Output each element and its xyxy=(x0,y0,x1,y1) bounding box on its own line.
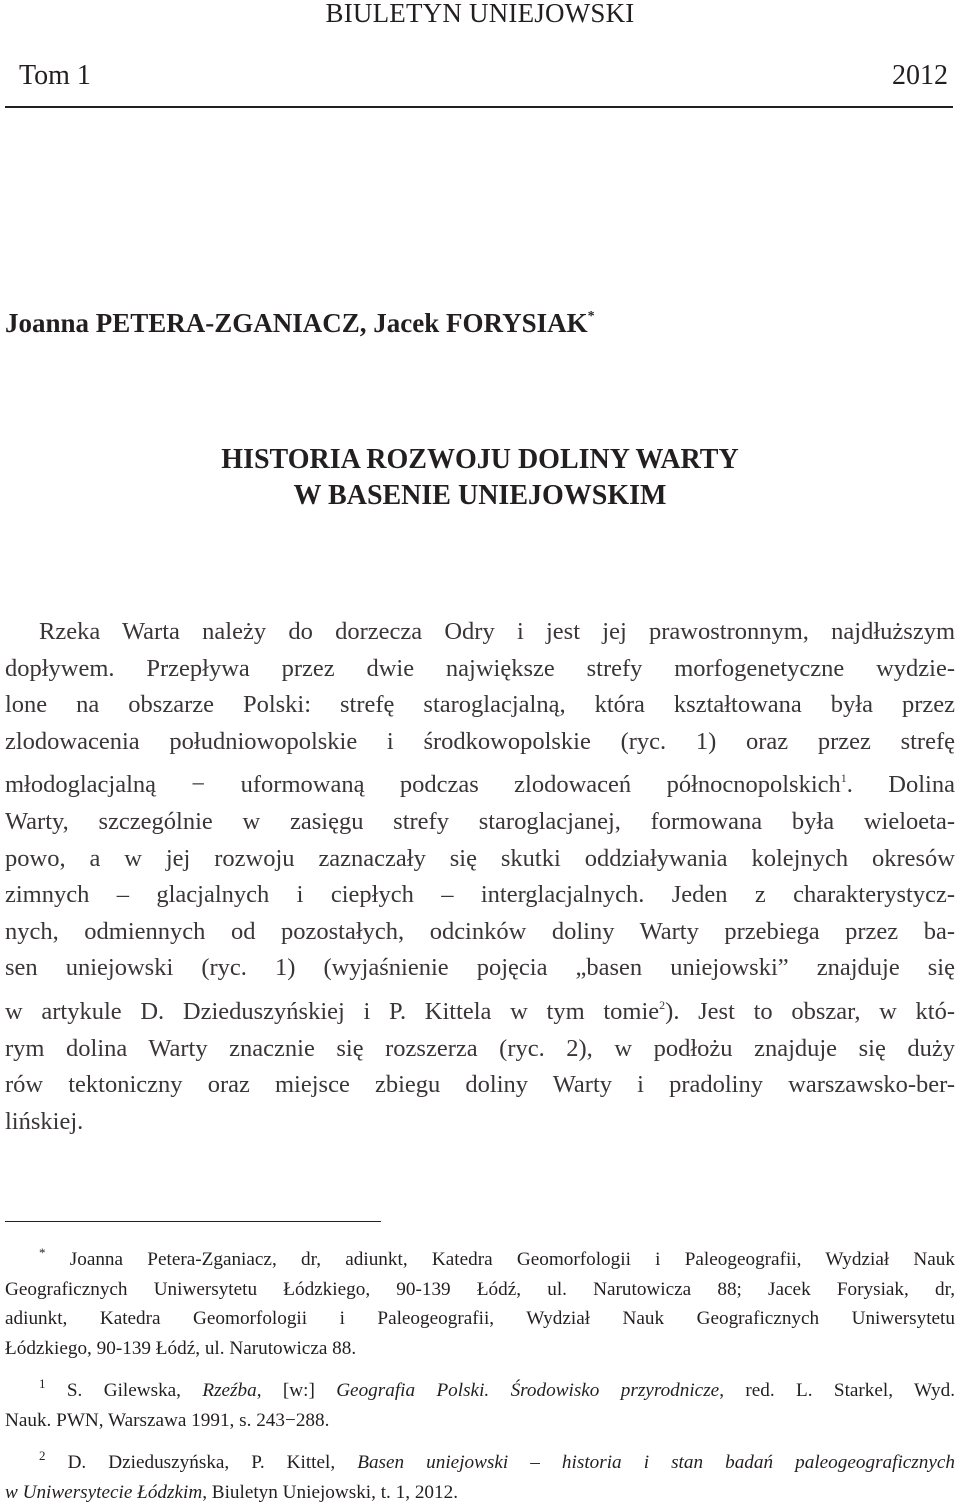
footnote-1 xyxy=(5,1369,955,1435)
article-title xyxy=(0,442,960,514)
body-text-segment: . Dolina xyxy=(847,771,955,798)
footnote-line: Geograficznych Uniwersytetu Łódzkiego, 90-139 Łódź, ul. Narutowicza 88; Jacek Forysiak, dr, xyxy=(5,1275,955,1305)
body-line: lińskiej. xyxy=(5,1104,955,1141)
body-line: dopływem. Przepływa przez dwie największe strefy morfogenetyczne wydzie- xyxy=(5,651,955,688)
footnote-mark: 1 xyxy=(39,1376,46,1391)
body-line: Warty, szczególnie w zasięgu strefy staroglacjanej, formowana była wieloeta- xyxy=(5,804,955,841)
body-line: lone na obszarze Polski: strefę staroglacjalną, która kształtowana była przez xyxy=(5,687,955,724)
footnotes xyxy=(5,1238,955,1507)
footnote-line: adiunkt, Katedra Geomorfologii i Paleogeografii, Wydział Nauk Geograficznych Uniwersytetu xyxy=(5,1304,955,1334)
footnote-text: , [w:] xyxy=(257,1380,337,1401)
body-line: sen uniejowski (ryc. 1) (wyjaśnienie pojęcia „basen uniejowski” znajduje się xyxy=(5,950,955,987)
body-text-segment: młodoglacjalną − uformowaną podczas zlodowaceń północnopolskich xyxy=(5,771,841,798)
body-line xyxy=(5,760,955,804)
body-line: Rzeka Warta należy do dorzecza Odry i jest jej prawostronnym, najdłuższym xyxy=(5,614,955,651)
body-line: zlodowacenia południowopolskie i środkowopolskie (ryc. 1) oraz przez strefę xyxy=(5,724,955,761)
footnote-italic: w Uniwersytecie Łódzkim xyxy=(5,1482,202,1503)
volume-row xyxy=(5,60,948,100)
authors-text: Joanna PETERA-ZGANIACZ, Jacek FORYSIAK xyxy=(5,308,588,338)
body-line: rów tektoniczny oraz miejsce zbiegu doliny Warty i pradoliny warszawsko-ber- xyxy=(5,1067,955,1104)
footnote-mark: * xyxy=(39,1245,46,1260)
authors-footnote-mark: * xyxy=(588,309,595,324)
footnote-rule xyxy=(5,1221,381,1222)
footnote-line: Łódzkiego, 90-139 Łódź, ul. Narutowicza 88. xyxy=(5,1334,955,1364)
title-line-1: HISTORIA ROZWOJU DOLINY WARTY xyxy=(0,442,960,478)
journal-title: BIULETYN UNIEJOWSKI xyxy=(0,0,960,29)
year-label: 2012 xyxy=(892,60,948,92)
article-authors xyxy=(5,308,595,339)
footnote-line xyxy=(5,1478,955,1507)
header-rule xyxy=(5,106,953,108)
footnote-text: D. Dzieduszyńska, P. Kittel, xyxy=(68,1452,358,1473)
footnote-italic: Rzeźba xyxy=(202,1380,256,1401)
footnote-ref-2: 2 xyxy=(659,998,665,1012)
footnote-author-affiliation xyxy=(5,1238,955,1363)
footnote-italic: Geografia Polski. Środowisko przyrodnicze xyxy=(336,1380,719,1401)
footnote-line: Nauk. PWN, Warszawa 1991, s. 243−288. xyxy=(5,1406,955,1436)
footnote-line xyxy=(5,1238,955,1275)
body-line: powo, a w jej rozwoju zaznaczały się skutki oddziaływania kolejnych okresów xyxy=(5,841,955,878)
body-line: nych, odmiennych od pozostałych, odcinków doliny Warty przebiega przez ba- xyxy=(5,914,955,951)
footnote-text: , red. L. Starkel, Wyd. xyxy=(719,1380,955,1401)
body-line: rym dolina Warty znacznie się rozszerza (ryc. 2), w podłożu znajduje się duży xyxy=(5,1031,955,1068)
footnote-text: , Biuletyn Uniejowski, t. 1, 2012. xyxy=(202,1482,458,1503)
footnote-ref-1: 1 xyxy=(841,771,847,785)
footnote-text: Joanna Petera-Zganiacz, dr, adiunkt, Katedra Geomorfologii i Paleogeografii, Wydział Nauk xyxy=(70,1249,955,1270)
footnote-italic: Basen uniejowski – historia i stan badań paleogeograficznych xyxy=(357,1452,955,1473)
footnote-2 xyxy=(5,1441,955,1507)
article-body xyxy=(5,614,955,1140)
body-text-segment: ). Jest to obszar, w któ- xyxy=(665,998,955,1025)
footnote-mark: 2 xyxy=(39,1448,46,1463)
body-line: zimnych – glacjalnych i ciepłych – interglacjalnych. Jeden z charakterystycz- xyxy=(5,877,955,914)
footnote-text: S. Gilewska, xyxy=(67,1380,202,1401)
footnote-line xyxy=(5,1369,955,1406)
body-line xyxy=(5,987,955,1031)
body-text-segment: w artykule D. Dzieduszyńskiej i P. Kittela w tym tomie xyxy=(5,998,659,1025)
footnote-line xyxy=(5,1441,955,1478)
title-line-2: W BASENIE UNIEJOWSKIM xyxy=(0,478,960,514)
volume-label: Tom 1 xyxy=(19,60,91,92)
